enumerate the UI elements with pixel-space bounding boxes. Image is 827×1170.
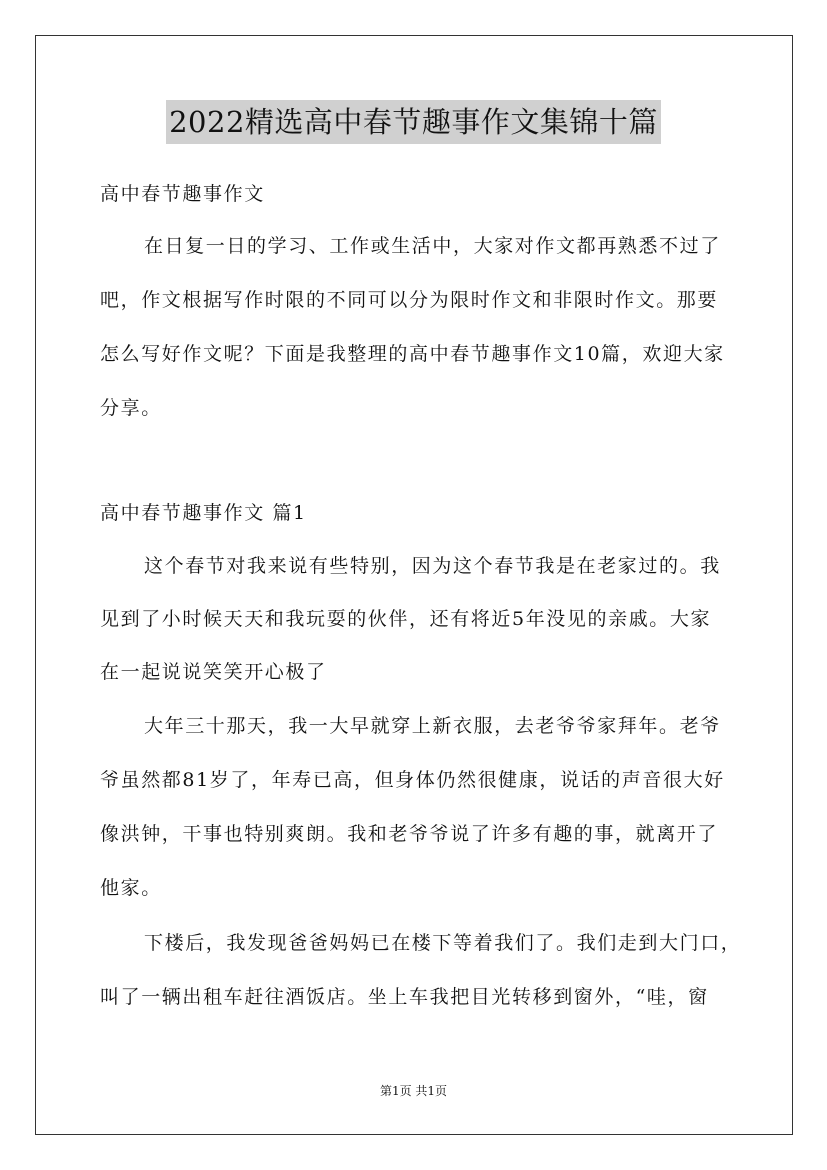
paragraph2-line-4: 他家。: [100, 877, 162, 899]
intro-line-2: 吧，作文根据写作时限的不同可以分为限时作文和非限时作文。那要: [100, 289, 719, 311]
article-heading: 高中春节趣事作文 篇1: [100, 502, 307, 524]
paragraph1-line-1: 这个春节对我来说有些特别，因为这个春节我是在老家过的。我: [144, 555, 721, 577]
page-footer: [0, 1083, 827, 1099]
paragraph3-line-2: 叫了一辆出租车赶往酒饭店。坐上车我把目光转移到窗外，“哇，窗: [100, 986, 709, 1008]
intro-line-3: 怎么写好作文呢？下面是我整理的高中春节趣事作文10篇，欢迎大家: [100, 343, 725, 365]
paragraph3-line-1: 下楼后，我发现爸爸妈妈已在楼下等着我们了。我们走到大门口，: [144, 932, 742, 954]
paragraph2-line-2: 爷虽然都81岁了，年寿已高，但身体仍然很健康，说话的声音很大好: [100, 769, 725, 791]
paragraph2-line-1: 大年三十那天，我一大早就穿上新衣服，去老爷爷家拜年。老爷: [144, 715, 721, 737]
paragraph1-line-2: 见到了小时候天天和我玩耍的伙伴，还有将近5年没见的亲戚。大家: [100, 608, 712, 630]
intro-line-1: 在日复一日的学习、工作或生活中，大家对作文都再熟悉不过了: [144, 235, 721, 257]
document-title: 2022精选高中春节趣事作文集锦十篇: [166, 100, 661, 144]
document-title-wrapper: [0, 100, 827, 149]
page-number-label: 第1页 共1页: [379, 1084, 448, 1098]
section-heading: 高中春节趣事作文: [100, 183, 265, 205]
intro-line-4: 分享。: [100, 397, 162, 419]
document-body: [100, 173, 740, 1010]
paragraph2-line-3: 像洪钟，干事也特别爽朗。我和老爷爷说了许多有趣的事，就离开了: [100, 823, 719, 845]
paragraph1-line-3: 在一起说说笑笑开心极了: [100, 661, 327, 683]
